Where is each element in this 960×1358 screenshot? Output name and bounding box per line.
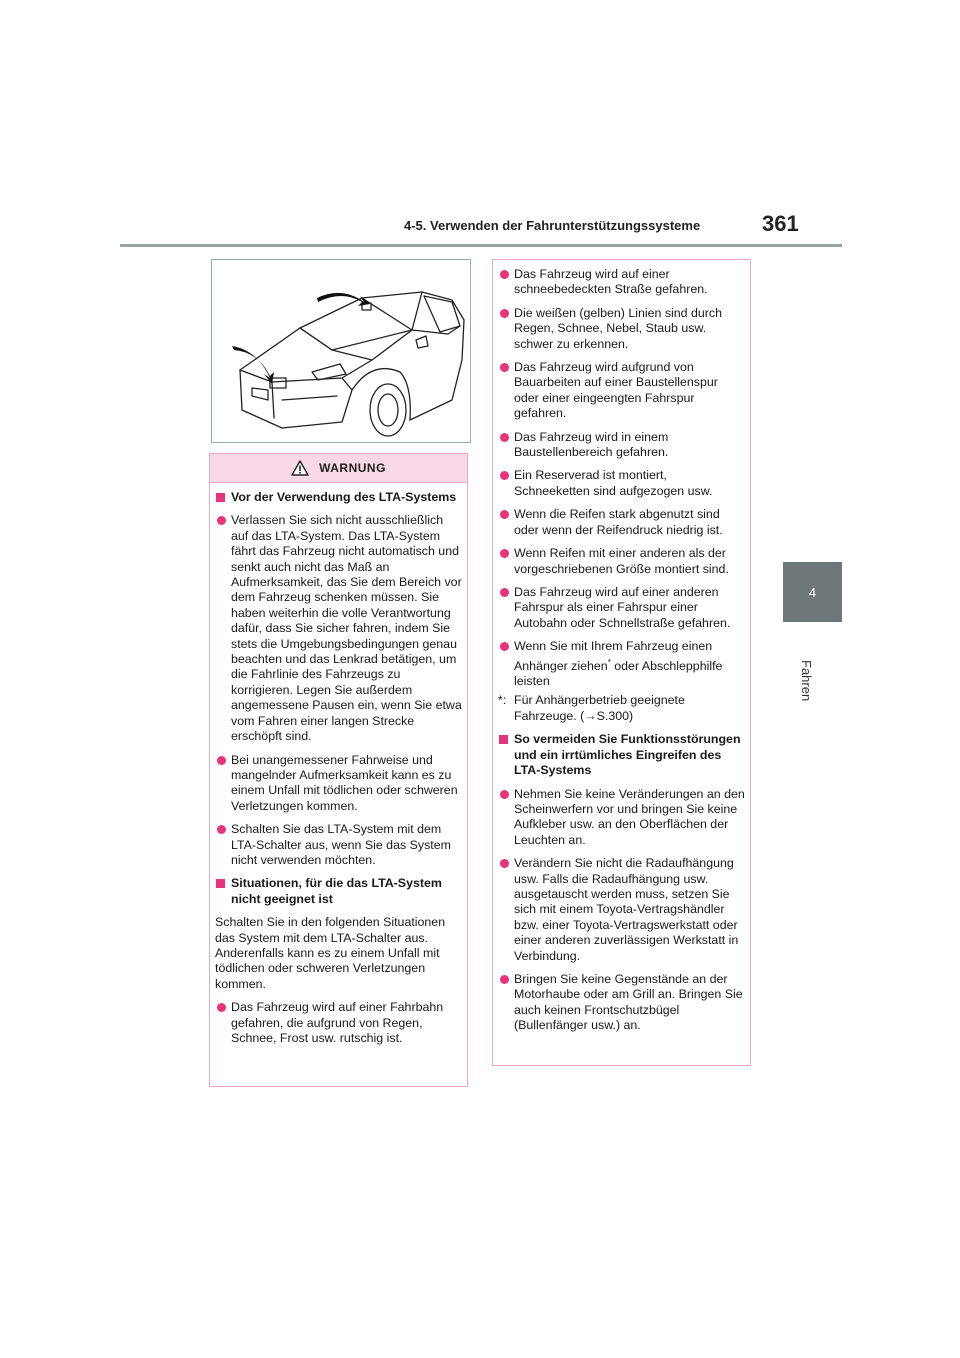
bullet-icon: [217, 1003, 226, 1012]
list-item: Nehmen Sie keine Veränderungen an den Scheinwerfern vor und bringen Sie keine Aufkleber usw. an den Oberflächen der Leuchten an.: [498, 787, 745, 849]
footnote-marker: *: [607, 657, 611, 667]
square-bullet-icon: [216, 493, 225, 502]
section-heading: So vermeiden Sie Funktionsstörungen und ein irrtümliches Eingreifen des LTA-Systems: [498, 732, 745, 778]
list-item: Das Fahrzeug wird auf einer schneebedeckten Straße gefahren.: [498, 267, 745, 298]
bullet-icon: [500, 642, 509, 651]
bullet-icon: [500, 471, 509, 480]
warning-header: [210, 454, 467, 483]
bullet-icon: [500, 975, 509, 984]
bullet-icon: [500, 363, 509, 372]
section-intro: Schalten Sie in den folgenden Situationen das System mit dem LTA-Schalter aus. Anderenfalls kann es zu einem Unfall mit tödlichen oder schweren Verletzungen kommen.: [215, 915, 446, 991]
bullet-icon: [217, 516, 226, 525]
vehicle-illustration: [211, 259, 471, 443]
square-bullet-icon: [499, 735, 508, 744]
chapter-label: Fahren: [799, 660, 814, 702]
section-header: 4-5. Verwenden der Fahrunterstützungssysteme: [404, 218, 701, 233]
warning-body: [210, 483, 467, 1046]
suv-drawing: [212, 260, 470, 442]
bullet-icon: [500, 309, 509, 318]
warning-triangle-icon: [291, 460, 309, 476]
list-item: Bringen Sie keine Gegenstände an der Motorhaube oder am Grill an. Bringen Sie auch keinen Frontschutzbügel (Bullenfänger usw.) an.: [498, 972, 745, 1034]
section-heading: Vor der Verwendung des LTA-Systems: [215, 490, 462, 505]
list-item: Verlassen Sie sich nicht ausschließlich auf das LTA-System. Das LTA-System fährt das Fahrzeug nicht automatisch und senkt auch nicht das Maß an Aufmerksamkeit, das Sie dem Bereich vor dem Fahrzeug schenken müssen. Sie haben weiterhin die volle Verantwortung dafür, dass Sie sicher fahren, indem Sie stets die Umgebungsbedingungen genau beachten und das Lenkrad betätigen, um die Fahrlinie des Fahrzeugs zu korrigieren. Legen Sie außerdem angemessene Pausen ein, wenn Sie etwa vom Fahren einer langen Strecke erschöpft sind.: [215, 513, 462, 744]
list-item: Das Fahrzeug wird in einem Baustellenbereich gefahren.: [498, 430, 745, 461]
bullet-icon: [500, 859, 509, 868]
warning-title: WARNUNG: [319, 461, 386, 475]
bullet-icon: [500, 549, 509, 558]
list-item: Ein Reserverad ist montiert, Schneeketten sind aufgezogen usw.: [498, 468, 745, 499]
bullet-icon: [500, 510, 509, 519]
list-item: Wenn Reifen mit einer anderen als der vorgeschriebenen Größe montiert sind.: [498, 546, 745, 577]
header-divider: [120, 244, 842, 247]
section-heading: Situationen, für die das LTA-System nicht geeignet ist: [215, 876, 462, 907]
footnote-text: Für Anhängerbetrieb geeignete Fahrzeuge. (→S.300): [514, 693, 685, 723]
square-bullet-icon: [216, 879, 225, 888]
list-item: Das Fahrzeug wird auf einer anderen Fahrspur als einer Fahrspur einer Autobahn oder Schnellstraße gefahren.: [498, 585, 745, 631]
bullet-icon: [217, 756, 226, 765]
bullet-icon: [500, 790, 509, 799]
list-item: Schalten Sie das LTA-System mit dem LTA-Schalter aus, wenn Sie das System nicht verwenden möchten.: [215, 822, 462, 868]
list-item: Bei unangemessener Fahrweise und mangelnder Aufmerksamkeit kann es zu einem Unfall mit tödlichen oder schweren Verletzungen kommen.: [215, 753, 462, 815]
list-item: Die weißen (gelben) Linien sind durch Regen, Schnee, Nebel, Staub usw. schwer zu erkennen.: [498, 306, 745, 352]
bullet-icon: [217, 825, 226, 834]
page-number: 361: [762, 211, 799, 236]
chapter-number: 4: [808, 584, 817, 600]
warning-continued-body: [493, 260, 750, 1034]
footnote-star: *:: [498, 693, 507, 708]
list-item: Wenn die Reifen stark abgenutzt sind oder wenn der Reifendruck niedrig ist.: [498, 507, 745, 538]
warning-continued-box: [492, 259, 751, 1066]
footnote: [498, 693, 745, 724]
bullet-icon: [500, 433, 509, 442]
list-item: Das Fahrzeug wird aufgrund von Bauarbeiten auf einer Baustellenspur oder einer eingeengten Fahrspur gefahren.: [498, 360, 745, 422]
bullet-icon: [500, 588, 509, 597]
list-item: Das Fahrzeug wird auf einer Fahrbahn gefahren, die aufgrund von Regen, Schnee, Frost usw. rutschig ist.: [215, 1000, 462, 1046]
list-item-towing: Wenn Sie mit Ihrem Fahrzeug einen Anhänger ziehen* oder Abschlepphilfe leisten: [498, 639, 745, 689]
warning-box: [209, 453, 468, 1087]
list-item: Verändern Sie nicht die Radaufhängung usw. Falls die Radaufhängung usw. ausgetauscht werden muss, setzen Sie sich mit einem Toyota-Vertragshändler bzw. einer Toyota-Vertragswerkstatt oder einer anderen zuverlässigen Werkstatt in Verbindung.: [498, 856, 745, 964]
bullet-icon: [500, 270, 509, 279]
chapter-tab[interactable]: [783, 562, 842, 622]
